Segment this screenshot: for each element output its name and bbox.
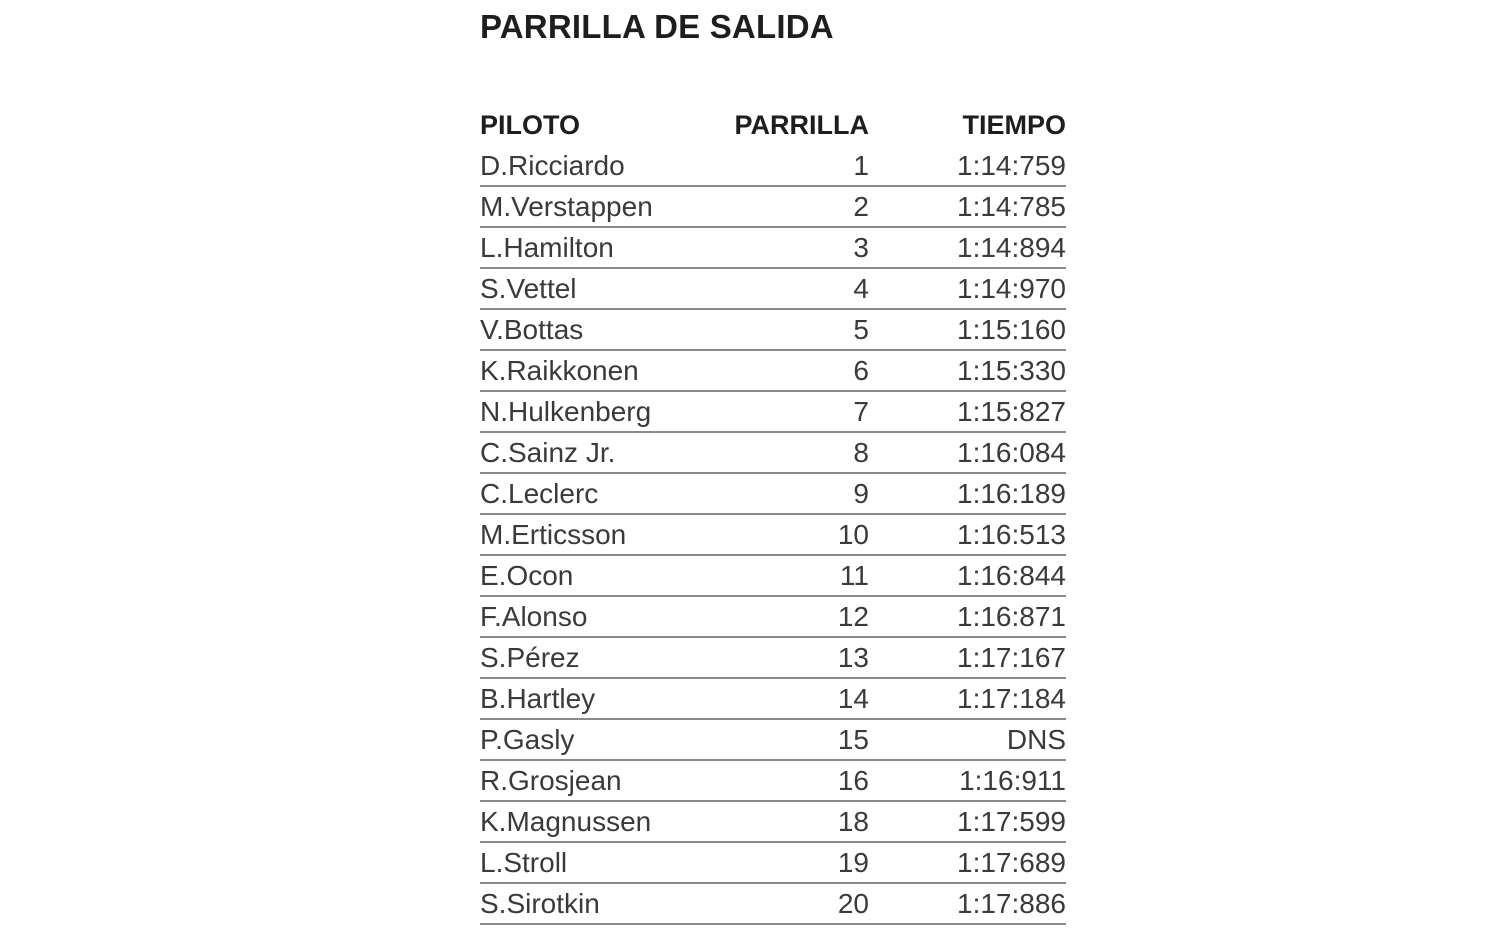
grid-position-cell: 12 (837, 601, 869, 632)
lap-time-cell: 1:17:167 (957, 642, 1066, 673)
driver-cell: K.Raikkonen (480, 355, 639, 386)
lap-time-cell: 1:17:689 (957, 847, 1066, 878)
table-row (480, 474, 1066, 515)
table-row (480, 146, 1066, 187)
lap-time-cell: 1:15:330 (957, 355, 1066, 386)
driver-cell: F.Alonso (480, 601, 588, 632)
grid-position-cell: 4 (853, 273, 869, 304)
lap-time-cell: 1:14:785 (957, 191, 1066, 222)
driver-cell: L.Hamilton (480, 232, 614, 263)
table-row (480, 802, 1066, 843)
grid-position-cell: 11 (839, 560, 869, 591)
lap-time-cell: 1:16:084 (957, 437, 1066, 468)
grid-position-cell: 3 (853, 232, 869, 263)
driver-cell: C.Sainz Jr. (480, 437, 616, 468)
lap-time-cell: 1:17:886 (957, 888, 1066, 919)
driver-cell: V.Bottas (480, 314, 584, 345)
table-row (480, 720, 1066, 761)
driver-cell: E.Ocon (480, 560, 574, 591)
table-row (480, 228, 1066, 269)
grid-position-cell: 14 (837, 683, 869, 714)
table-row (480, 310, 1066, 351)
driver-cell: M.Verstappen (480, 191, 653, 222)
lap-time-cell: 1:14:759 (957, 150, 1066, 181)
driver-cell: K.Magnussen (480, 806, 652, 837)
driver-cell: S.Sirotkin (480, 888, 600, 919)
lap-time-cell: 1:16:189 (957, 478, 1066, 509)
lap-time-cell: 1:17:184 (957, 683, 1066, 714)
lap-time-cell: 1:16:513 (957, 519, 1066, 550)
grid-position-cell: 8 (853, 437, 869, 468)
table-row (480, 187, 1066, 228)
table-row (480, 433, 1066, 474)
table-row (480, 843, 1066, 884)
grid-position-cell: 5 (853, 314, 869, 345)
lap-time-cell: 1:17:599 (957, 806, 1066, 837)
table-row (480, 392, 1066, 433)
table-row (480, 556, 1066, 597)
table-row (480, 761, 1066, 802)
column-header-driver: PILOTO (480, 110, 581, 140)
table-row (480, 269, 1066, 310)
driver-cell: C.Leclerc (480, 478, 599, 509)
driver-cell: M.Erticsson (480, 519, 627, 550)
driver-cell: S.Pérez (480, 642, 580, 673)
grid-position-cell: 19 (837, 847, 869, 878)
starting-grid-table (480, 104, 1066, 925)
table-row (480, 679, 1066, 720)
table-row (480, 884, 1066, 925)
table-row (480, 351, 1066, 392)
lap-time-cell: 1:15:827 (957, 396, 1066, 427)
table-row (480, 597, 1066, 638)
lap-time-cell: DNS (1006, 724, 1066, 755)
lap-time-cell: 1:14:970 (957, 273, 1066, 304)
grid-position-cell: 6 (853, 355, 869, 386)
grid-position-cell: 18 (837, 806, 869, 837)
grid-position-cell: 16 (837, 765, 869, 796)
driver-cell: P.Gasly (480, 724, 575, 755)
driver-cell: S.Vettel (480, 273, 577, 304)
grid-position-cell: 13 (837, 642, 869, 673)
grid-position-cell: 2 (853, 191, 869, 222)
grid-position-cell: 9 (853, 478, 869, 509)
lap-time-cell: 1:15:160 (957, 314, 1066, 345)
lap-time-cell: 1:16:844 (957, 560, 1066, 591)
column-header-grid: PARRILLA (734, 110, 869, 140)
table-row (480, 515, 1066, 556)
grid-position-cell: 7 (853, 396, 869, 427)
lap-time-cell: 1:16:871 (957, 601, 1066, 632)
grid-position-cell: 10 (837, 519, 869, 550)
grid-position-cell: 15 (837, 724, 869, 755)
driver-cell: B.Hartley (480, 683, 596, 714)
driver-cell: R.Grosjean (480, 765, 622, 796)
lap-time-cell: 1:16:911 (959, 765, 1066, 796)
grid-position-cell: 20 (837, 888, 869, 919)
grid-position-cell: 1 (853, 150, 869, 181)
lap-time-cell: 1:14:894 (957, 232, 1066, 263)
page-title: PARRILLA DE SALIDA (480, 8, 834, 45)
driver-cell: D.Ricciardo (480, 150, 625, 181)
driver-cell: N.Hulkenberg (480, 396, 652, 427)
table-header (480, 104, 1066, 146)
table-row (480, 638, 1066, 679)
column-header-time: TIEMPO (962, 110, 1066, 140)
driver-cell: L.Stroll (480, 847, 568, 878)
